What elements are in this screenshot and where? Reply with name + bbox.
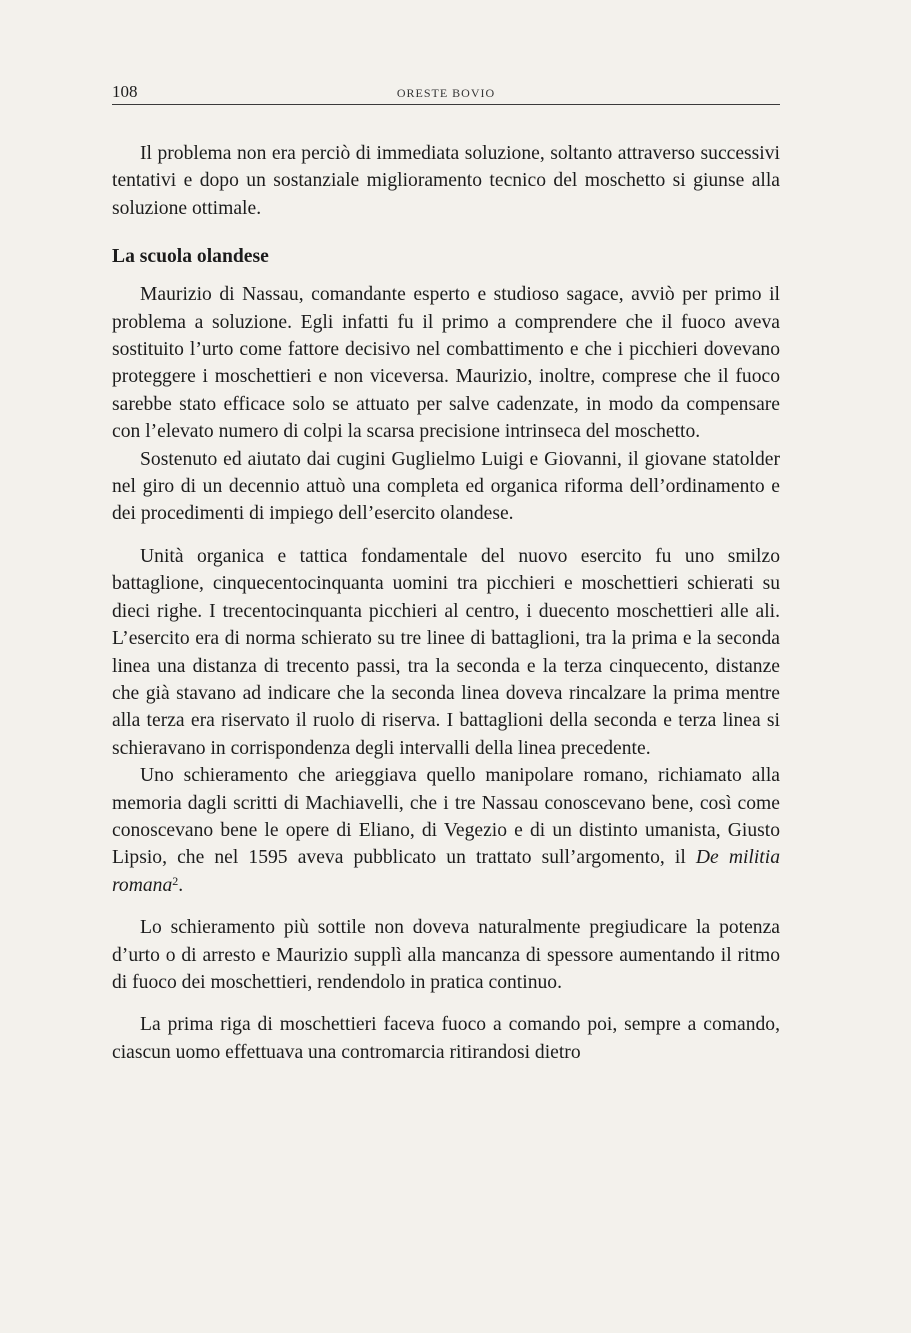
paragraph-4 — [112, 762, 780, 899]
page-body — [112, 140, 780, 1066]
paragraph-4-end: . — [178, 874, 184, 896]
paragraph-4-text: Uno schieramento che arieggiava quello manipolare romano, richiamato alla memoria dagli scritti di Machiavelli, che i tre Nassau conoscevano bene, così come conoscevano bene le opere di Eliano, di Vegezio e di un distinto umanista, Giusto Lipsio, che nel 1595 aveva pubblicato un trattato sull’argomento, il — [112, 765, 780, 869]
section-heading: La scuola olandese — [112, 246, 269, 268]
paragraph-6: La prima riga di moschettieri faceva fuoco a comando poi, sempre a comando, ciascun uomo effettuava una contromarcia ritirandosi dietro — [112, 1014, 780, 1063]
page-header — [112, 82, 780, 105]
paragraph-1: Maurizio di Nassau, comandante esperto e studioso sagace, avviò per primo il problema a soluzione. Egli infatti fu il primo a comprendere che il fuoco aveva sostituito l’urto come fattore decisivo nel combattimento e che i picchieri dovevano proteggere i moschettieri e non viceversa. Maurizio, inoltre, comprese che il fuoco sarebbe stato efficace solo se attuato per salve cadenzate, in modo da compensare con l’elevato numero di colpi la scarsa precisione intrinseca del moschetto. — [112, 284, 780, 443]
running-head: ORESTE BOVIO — [396, 86, 496, 100]
book-title: De militia romana — [112, 847, 780, 896]
page-number: 108 — [112, 82, 138, 101]
paragraph-5: Lo schieramento più sottile non doveva naturalmente pregiudicare la potenza d’urto o di arresto e Maurizio supplì alla mancanza di spessore aumentando il ritmo di fuoco dei moschettieri, rendendolo in pratica continuo. — [112, 917, 780, 993]
footnote-marker: 2 — [172, 873, 179, 888]
paragraph-2: Sostenuto ed aiutato dai cugini Guglielmo Luigi e Giovanni, il giovane statolder nel giro di un decennio attuò una completa ed organica riforma dell’ordinamento e dei procedimenti di impiego dell’esercito olandese. — [112, 448, 780, 525]
paragraph-3: Unità organica e tattica fondamentale del nuovo esercito fu uno smilzo battaglione, cinquecentocinquanta uomini tra picchieri e moschettieri schierati su dieci righe. I trecentocinquanta picchieri al centro, i duecento moschettieri alle ali. L’esercito era di norma schierato su tre linee di battaglioni, tra la prima e la seconda linea una distanza di trecento passi, tra la seconda e la terza cinquecento, distanze che già stavano ad indicare che la seconda linea doveva rincalzare la prima mentre alla terza era riservato il ruolo di riserva. I battaglioni della seconda e terza linea si schieravano in corrispondenza degli intervalli della linea precedente. — [112, 545, 780, 759]
paragraph-intro: Il problema non era perciò di immediata soluzione, soltanto attraverso successivi tentativi e dopo un sostanziale miglioramento tecnico del moschetto si giunse alla soluzione ottimale. — [112, 143, 780, 219]
